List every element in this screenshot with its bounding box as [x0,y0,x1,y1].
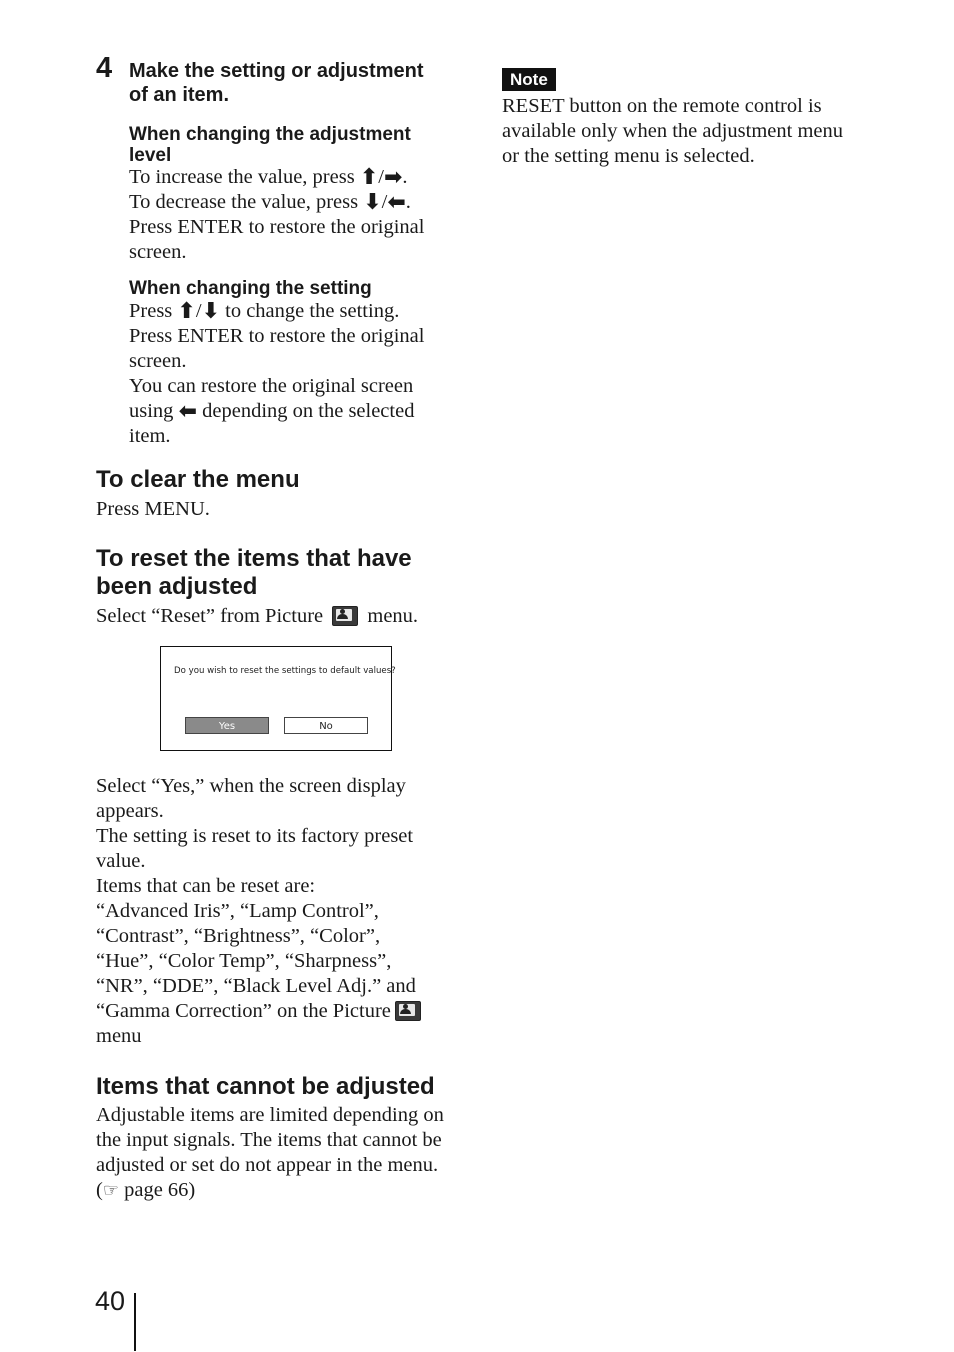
cannot-adjust-line: the input signals. The items that cannot be [96,1129,442,1151]
step-title-line-1: Make the setting or adjustment [129,60,424,82]
setting-restore-line-2: screen. [129,350,187,372]
reset-body-line: “Hue”, “Color Temp”, “Sharpness”, [96,950,392,972]
cannot-adjust-body [96,1103,444,1203]
reset-body-line-gamma [96,999,425,1024]
clear-menu-heading: To clear the menu [96,466,300,493]
cannot-adjust-line: adjusted or set do not appear in the menu. [96,1154,439,1176]
slash: / [378,166,384,188]
adjust-level-heading-line-2: level [129,145,172,166]
alt-depending-text: depending on the selected [197,400,415,422]
picture-menu-icon [395,1001,421,1021]
cannot-adjust-heading: Items that cannot be adjusted [96,1073,435,1100]
reset-body-line: Items that can be reset are: [96,875,316,897]
restore-line-1: Press ENTER to restore the original [129,216,425,238]
decrease-end: . [405,191,411,213]
restore-line-2: screen. [129,241,187,263]
alt-restore-line-3: item. [129,425,171,447]
cannot-adjust-line: Adjustable items are limited depending on [96,1104,444,1126]
up-arrow-icon: ⬆ [359,165,379,190]
reset-body-line: value. [96,850,146,872]
change-setting-body [129,299,424,449]
press-instruction [129,299,424,324]
reset-select-line [96,604,418,629]
reset-select-text: Select “Reset” from Picture [96,605,324,627]
note-line: or the setting menu is selected. [502,145,755,167]
page-number: 40 [95,1286,126,1316]
press-text: Press [129,300,178,322]
right-arrow-icon: ➡ [383,165,403,190]
ref-open-paren: ( [96,1179,103,1201]
step-title-line-2: of an item. [129,84,230,106]
reset-body-line: Select “Yes,” when the screen display [96,775,406,797]
adjust-level-heading [129,124,411,166]
down-arrow-icon: ⬇ [363,190,382,215]
note-line: RESET button on the remote control is [502,95,822,117]
pointing-hand-icon: ☞ [102,1180,119,1201]
reset-body-line: appears. [96,800,164,822]
reset-select-end: menu. [367,605,419,627]
change-setting-heading: When changing the setting [129,278,372,299]
slash: / [381,191,388,213]
alt-using-text: using [129,400,179,422]
page-reference-link[interactable]: page 66) [118,1179,196,1201]
adjust-level-heading-line-1: When changing the adjustment [129,124,411,145]
increase-instruction [129,165,424,190]
reset-body-line: “Contrast”, “Brightness”, “Color”, [96,925,381,947]
reset-heading-line-2: been adjusted [96,573,258,600]
press-end: to change the setting. [220,300,400,322]
decrease-text: To decrease the value, press [129,191,364,213]
increase-end: . [402,166,408,188]
slash: / [195,300,202,322]
picture-menu-icon [332,606,358,626]
gamma-text: “Gamma Correction” on the Picture [96,1000,391,1022]
reset-body-line-menu: menu [96,1025,142,1047]
reset-body [96,774,425,1049]
reset-body-line: The setting is reset to its factory preset [96,825,414,847]
reset-body-line: “NR”, “DDE”, “Black Level Adj.” and [96,975,416,997]
adjust-level-body [129,165,424,265]
note-badge: Note [502,68,556,91]
alt-restore-line-2 [129,399,424,424]
reset-heading [96,545,412,601]
clear-menu-text: Press MENU. [96,498,210,520]
note-body [502,94,843,169]
page-reference [96,1178,444,1203]
reset-body-line: “Advanced Iris”, “Lamp Control”, [96,900,379,922]
reset-confirm-dialog [160,646,396,751]
left-arrow-icon: ⬅ [178,399,197,424]
reset-heading-line-1: To reset the items that have [96,545,412,572]
no-button[interactable]: No [284,717,368,734]
up-arrow-icon: ⬆ [177,299,196,324]
setting-restore-line-1: Press ENTER to restore the original [129,325,425,347]
dialog-message: Do you wish to reset the settings to default values? [174,666,396,676]
alt-restore-line-1: You can restore the original screen [129,375,414,397]
decrease-instruction [129,190,424,215]
left-arrow-icon: ⬅ [387,190,406,215]
step-title [129,59,424,107]
page-number-divider [134,1293,136,1351]
note-line: available only when the adjustment menu [502,120,844,142]
down-arrow-icon: ⬇ [201,299,220,324]
increase-text: To increase the value, press [129,166,360,188]
step-number: 4 [96,52,113,84]
yes-button[interactable]: Yes [185,717,269,734]
